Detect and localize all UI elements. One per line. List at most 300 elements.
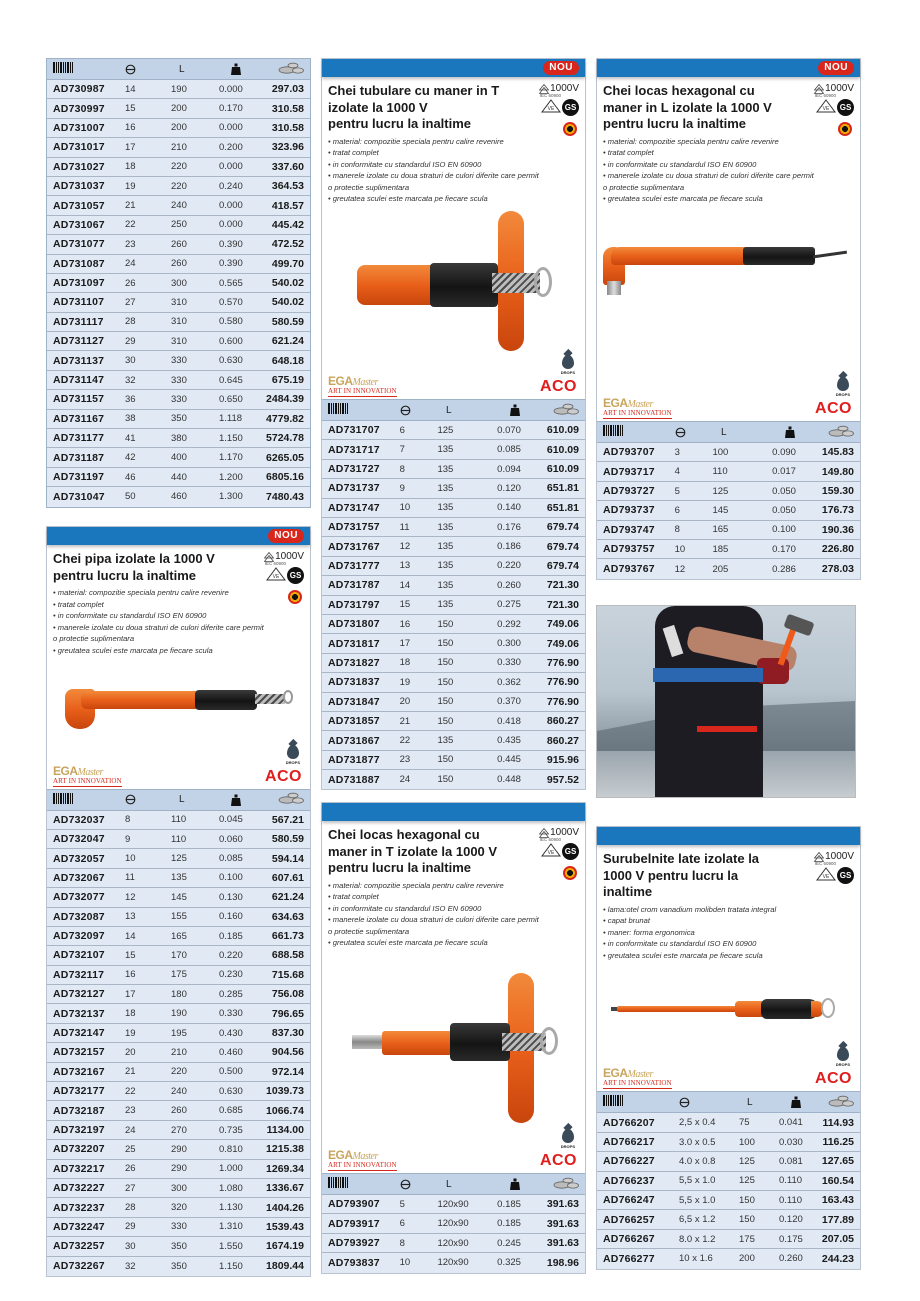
product-code: AD793767 xyxy=(603,563,655,576)
code-column-header xyxy=(597,425,671,439)
price-table-hex-l xyxy=(597,421,860,579)
table-row xyxy=(597,482,860,501)
product-code: AD732177 xyxy=(53,1085,105,1098)
weight-value: 0.100 xyxy=(219,872,243,884)
insulation-triangle-icon xyxy=(539,84,549,94)
size-value: 28 xyxy=(125,316,136,328)
product-code: AD731157 xyxy=(53,393,105,406)
length-value: 270 xyxy=(171,1124,187,1136)
table-row xyxy=(47,371,310,390)
table-row xyxy=(597,1230,860,1249)
length-value: 110 xyxy=(712,466,728,478)
aco-logo: ACO xyxy=(539,1152,577,1170)
size-value: 11 xyxy=(125,872,135,884)
product-code: AD732127 xyxy=(53,988,105,1001)
size-value: 5,5 x 1.0 xyxy=(679,1194,716,1206)
weight-value: 0.245 xyxy=(497,1237,521,1249)
product-card-hex-l xyxy=(596,58,861,580)
table-row xyxy=(322,557,585,576)
iec-standard-label: IEC 60900 xyxy=(264,561,286,566)
product-code: AD731117 xyxy=(53,315,104,328)
product-title xyxy=(53,551,243,584)
product-code: AD732167 xyxy=(53,1065,105,1078)
price-column-header xyxy=(261,62,310,77)
worker-photo xyxy=(596,605,856,798)
size-value: 30 xyxy=(125,355,136,367)
drops-label: DROPS xyxy=(560,1144,575,1150)
product-code: AD731087 xyxy=(53,257,105,270)
iec-standard-label: IEC 60900 xyxy=(814,93,836,98)
size-value: 30 xyxy=(125,1240,136,1252)
table-row xyxy=(322,712,585,731)
product-code: AD731777 xyxy=(328,559,380,572)
weight-value: 0.460 xyxy=(219,1046,243,1058)
length-value: 125 xyxy=(171,853,187,865)
table-row xyxy=(47,313,310,332)
table-row xyxy=(597,443,860,462)
size-value: 46 xyxy=(125,471,136,483)
weight-column-header xyxy=(213,63,261,75)
weight-value: 1.130 xyxy=(219,1202,243,1214)
length-value: 200 xyxy=(171,103,187,115)
table-row xyxy=(47,888,310,907)
coins-icon xyxy=(553,1177,579,1189)
price-value: 499.70 xyxy=(271,257,304,270)
ega-mark: EGA xyxy=(603,396,628,411)
code-column-header xyxy=(47,62,121,76)
ve-certification-icon xyxy=(816,867,836,881)
drops-label: DROPS xyxy=(835,1062,850,1068)
weight-value: 0.081 xyxy=(779,1155,803,1167)
weight-icon xyxy=(510,1178,520,1190)
weight-value: 0.100 xyxy=(772,524,796,536)
size-column-header xyxy=(121,794,165,805)
table-row xyxy=(47,235,310,254)
table-row xyxy=(597,1152,860,1171)
size-value: 9 xyxy=(399,482,405,494)
table-header xyxy=(47,59,310,80)
price-value: 610.09 xyxy=(546,443,579,456)
weight-value: 0.240 xyxy=(219,180,243,192)
weight-value: 0.090 xyxy=(772,446,796,458)
length-column-header: L xyxy=(446,1178,452,1190)
length-value: 220 xyxy=(171,1066,187,1078)
barcode-icon xyxy=(53,793,74,804)
price-value: 610.09 xyxy=(546,424,579,437)
hex-size-icon xyxy=(679,1097,690,1108)
size-value: 12 xyxy=(399,541,411,553)
product-code: AD732247 xyxy=(53,1220,105,1233)
price-value: 634.63 xyxy=(271,910,304,923)
price-column-header xyxy=(261,792,310,807)
table-row xyxy=(47,1063,310,1082)
insulation-triangle-icon xyxy=(264,552,274,562)
brand-row xyxy=(597,396,860,421)
feature-item: o protectie suplimentara xyxy=(328,182,410,192)
size-value: 22 xyxy=(125,219,136,231)
length-value: 380 xyxy=(171,432,187,444)
length-value: 330 xyxy=(171,393,187,405)
price-value: 715.68 xyxy=(271,968,304,981)
weight-value: 1.200 xyxy=(219,471,243,483)
gs-label: GS xyxy=(564,847,577,856)
price-value: 127.65 xyxy=(821,1155,854,1168)
egamaster-logo xyxy=(603,396,672,419)
table-row xyxy=(597,1249,860,1268)
size-value: 6,5 x 1.2 xyxy=(679,1214,716,1226)
price-value: 176.73 xyxy=(821,504,854,517)
table-row xyxy=(47,390,310,409)
table-row xyxy=(597,1133,860,1152)
table-row xyxy=(47,1024,310,1043)
table-row xyxy=(322,518,585,537)
length-value: 350 xyxy=(171,1260,187,1272)
length-value: 135 xyxy=(437,444,454,456)
price-value: 567.21 xyxy=(271,813,304,826)
weight-value: 0.292 xyxy=(497,618,521,630)
code-column-header xyxy=(597,1095,675,1109)
card-header-bar xyxy=(47,527,310,545)
length-value: 120x90 xyxy=(437,1198,469,1210)
weight-value: 0.030 xyxy=(779,1136,803,1148)
weight-value: 0.185 xyxy=(497,1198,521,1210)
table-row xyxy=(597,1191,860,1210)
product-code: AD732197 xyxy=(53,1124,105,1136)
size-value: 11 xyxy=(399,521,410,533)
table-row xyxy=(47,1140,310,1159)
length-value: 350 xyxy=(171,413,187,425)
drop-icon xyxy=(837,377,849,391)
chei-hex-t-tool-image xyxy=(352,973,582,1133)
price-value: 4779.82 xyxy=(266,412,304,425)
feature-item: • greutatea sculei este marcata pe fiecare scula xyxy=(603,194,763,204)
price-value: 688.58 xyxy=(271,949,304,962)
size-value: 24 xyxy=(125,1124,136,1136)
product-code: AD731797 xyxy=(328,598,380,611)
size-value: 16 xyxy=(125,122,136,134)
ega-mark: EGA xyxy=(53,763,78,778)
card-body xyxy=(322,821,585,953)
hex-size-icon xyxy=(125,64,136,75)
price-value: 651.81 xyxy=(546,482,579,495)
table-row xyxy=(47,429,310,448)
cert-logos xyxy=(541,843,579,860)
table-row xyxy=(47,1237,310,1256)
price-value: 675.19 xyxy=(271,374,304,387)
length-value: 310 xyxy=(171,296,187,308)
weight-value: 0.650 xyxy=(219,393,243,405)
length-value: 150 xyxy=(437,638,454,650)
feature-item: • lama:otel crom vanadium molibden tratata integral xyxy=(603,904,777,914)
product-code: AD730987 xyxy=(53,83,105,96)
price-table-surubelnite xyxy=(597,1091,860,1268)
ega-script: Master xyxy=(77,766,103,778)
length-value: 135 xyxy=(437,541,454,553)
length-value: 125 xyxy=(437,424,454,436)
product-code: AD732097 xyxy=(53,930,105,943)
drops-label: DROPS xyxy=(835,392,850,398)
price-value: 776.90 xyxy=(546,695,579,708)
size-value: 26 xyxy=(125,1163,136,1175)
feature-item: • maner: forma ergonomica xyxy=(603,927,695,937)
ega-tagline: ART IN INNOVATION xyxy=(603,409,672,418)
product-title xyxy=(603,83,793,133)
table-row xyxy=(322,576,585,595)
size-value: 19 xyxy=(399,676,411,688)
weight-value: 0.041 xyxy=(779,1117,803,1129)
table-row xyxy=(47,1101,310,1120)
size-value: 3 xyxy=(674,446,680,458)
length-value: 240 xyxy=(171,200,187,212)
table-row xyxy=(47,80,310,99)
size-column-header xyxy=(396,1179,432,1190)
title-line: Chei pipa izolate la 1000 V xyxy=(53,551,215,566)
price-value: 776.90 xyxy=(546,676,579,689)
aco-logo: ACO xyxy=(539,378,577,396)
price-value: 391.63 xyxy=(546,1198,579,1211)
table-header xyxy=(47,790,310,811)
aco-logo: ACO xyxy=(814,400,852,418)
length-value: 150 xyxy=(437,676,454,688)
weight-value: 0.570 xyxy=(219,296,243,308)
product-code: AD731787 xyxy=(328,579,380,592)
price-value: 163.43 xyxy=(821,1194,854,1207)
length-value: 185 xyxy=(712,543,729,555)
feature-item: • manerele izolate cu doua straturi de culori diferite care permit xyxy=(328,915,539,925)
length-value: 290 xyxy=(171,1143,187,1155)
product-code: AD732067 xyxy=(53,871,105,884)
table-row xyxy=(47,1160,310,1179)
weight-value: 0.260 xyxy=(779,1253,803,1265)
size-value: 42 xyxy=(125,452,136,464)
certification-block xyxy=(802,83,854,136)
product-code: AD731747 xyxy=(328,501,380,514)
weight-value: 0.185 xyxy=(219,930,243,942)
size-value: 18 xyxy=(125,161,136,173)
size-value: 21 xyxy=(399,715,411,727)
barcode-icon xyxy=(328,1177,349,1188)
weight-value: 0.430 xyxy=(219,1027,243,1039)
drops-logo xyxy=(836,377,850,397)
table-row xyxy=(47,869,310,888)
weight-value: 0.000 xyxy=(219,122,243,134)
feature-item: • in conformitate cu standardul ISO EN 60900 xyxy=(603,159,757,169)
table-row xyxy=(47,830,310,849)
price-value: 177.89 xyxy=(821,1213,854,1226)
product-code: AD766277 xyxy=(603,1252,655,1265)
price-value: 776.90 xyxy=(546,656,579,669)
table-row xyxy=(47,1043,310,1062)
weight-value: 0.630 xyxy=(219,355,243,367)
color-marker-icon xyxy=(838,122,852,136)
price-value: 957.52 xyxy=(546,773,579,786)
insulation-triangle-icon xyxy=(539,828,549,838)
product-code: AD732137 xyxy=(53,1007,105,1020)
price-value: 661.73 xyxy=(271,930,304,943)
table-row xyxy=(47,1257,310,1276)
drop-icon xyxy=(287,745,299,759)
size-value: 5 xyxy=(399,1198,405,1210)
size-value: 22 xyxy=(399,735,411,746)
cert-logos xyxy=(266,567,304,584)
price-value: 837.30 xyxy=(271,1027,304,1040)
weight-value: 0.140 xyxy=(497,502,521,514)
weight-value: 0.220 xyxy=(219,949,243,961)
feature-item: o protectie suplimentara xyxy=(53,634,135,644)
size-value: 20 xyxy=(125,1046,136,1058)
table-row xyxy=(47,351,310,370)
gs-label: GS xyxy=(839,103,852,112)
egamaster-logo xyxy=(328,374,397,397)
size-value: 20 xyxy=(399,696,411,708)
length-value: 165 xyxy=(171,930,187,942)
product-code: AD731707 xyxy=(328,424,380,437)
size-value: 6 xyxy=(399,1218,405,1230)
size-column-header xyxy=(121,64,165,75)
price-value: 679.74 xyxy=(546,559,579,572)
table-row xyxy=(47,468,310,487)
table-row xyxy=(47,1218,310,1237)
length-value: 135 xyxy=(437,560,454,572)
weight-value: 0.050 xyxy=(772,504,796,516)
feature-item: • greutatea sculei este marcata pe fiecare scula xyxy=(603,950,763,960)
size-value: 13 xyxy=(399,560,411,572)
price-value: 648.18 xyxy=(271,354,304,367)
title-line: maner in T izolate la 1000 V xyxy=(328,843,498,859)
gs-label: GS xyxy=(564,103,577,112)
feature-item: o protectie suplimentara xyxy=(603,182,685,192)
length-column-header: L xyxy=(721,426,727,438)
table-row xyxy=(47,1179,310,1198)
table-row xyxy=(47,487,310,506)
iec-standard-label: IEC 60900 xyxy=(539,837,561,842)
length-value: 135 xyxy=(437,735,454,746)
size-value: 32 xyxy=(125,1260,136,1272)
size-column-header xyxy=(671,427,707,438)
weight-value: 0.085 xyxy=(497,444,521,456)
price-value: 607.61 xyxy=(271,871,304,884)
title-line: Chei locas hexagonal cu xyxy=(603,83,755,98)
weight-value: 1.150 xyxy=(219,1260,243,1272)
price-value: 651.81 xyxy=(546,501,579,514)
price-value: 721.30 xyxy=(546,579,579,592)
product-code: AD731717 xyxy=(328,443,380,456)
price-value: 721.30 xyxy=(546,598,579,611)
ega-tagline: ART IN INNOVATION xyxy=(603,1079,672,1088)
price-value: 207.05 xyxy=(821,1233,854,1245)
weight-value: 0.185 xyxy=(497,1218,521,1230)
price-value: 116.25 xyxy=(822,1136,854,1149)
ve-certification-icon xyxy=(816,99,836,113)
product-image-area xyxy=(322,209,585,399)
product-image-area xyxy=(47,661,310,789)
feature-item: • manerele izolate cu doua straturi de culori diferite care permit xyxy=(603,171,814,181)
table-row xyxy=(322,751,585,770)
voltage-label: 1000V xyxy=(550,827,579,838)
product-title xyxy=(603,851,793,901)
price-table-top-left xyxy=(46,58,311,508)
drops-logo xyxy=(836,1047,850,1067)
product-code: AD731047 xyxy=(53,490,105,503)
ega-mark: EGA xyxy=(328,374,353,389)
weight-value: 0.130 xyxy=(219,891,243,903)
brand-row xyxy=(597,1066,860,1091)
length-column-header: L xyxy=(179,63,185,75)
weight-value: 0.060 xyxy=(219,833,243,845)
size-value: 6 xyxy=(399,424,405,436)
table-row xyxy=(597,521,860,540)
length-value: 120x90 xyxy=(437,1237,469,1249)
weight-value: 0.170 xyxy=(219,103,243,115)
gs-label: GS xyxy=(289,571,302,580)
product-code: AD793757 xyxy=(603,543,655,556)
weight-value: 0.000 xyxy=(219,83,243,95)
product-code: AD732117 xyxy=(53,968,105,981)
size-value: 50 xyxy=(125,491,136,503)
weight-value: 0.500 xyxy=(219,1066,243,1078)
product-code: AD766217 xyxy=(603,1136,655,1149)
size-value: 24 xyxy=(125,258,136,270)
product-code: AD731167 xyxy=(53,412,105,425)
length-value: 145 xyxy=(171,891,187,903)
coins-icon xyxy=(553,403,579,415)
coins-icon xyxy=(278,792,304,804)
product-code: AD731867 xyxy=(328,734,380,747)
certification-block xyxy=(527,83,579,136)
price-value: 1539.43 xyxy=(266,1220,304,1233)
product-code: AD731817 xyxy=(328,637,380,650)
size-value: 15 xyxy=(125,949,136,961)
weight-value: 0.094 xyxy=(497,463,521,475)
length-value: 220 xyxy=(171,161,187,173)
length-value: 175 xyxy=(739,1233,755,1245)
length-value: 135 xyxy=(437,521,454,533)
product-code: AD731067 xyxy=(53,218,105,231)
table-row xyxy=(47,927,310,946)
size-value: 27 xyxy=(125,296,136,308)
product-code: AD732157 xyxy=(53,1046,105,1059)
product-code: AD793927 xyxy=(328,1237,380,1250)
svg-text:VE: VE xyxy=(547,850,555,856)
price-value: 364.53 xyxy=(271,180,304,193)
weight-value: 0.110 xyxy=(779,1194,803,1206)
length-value: 440 xyxy=(171,471,187,483)
product-code: AD766237 xyxy=(603,1174,655,1187)
weight-value: 1.550 xyxy=(219,1240,243,1252)
product-image-area xyxy=(322,953,585,1173)
weight-value: 0.000 xyxy=(219,161,243,173)
size-value: 10 xyxy=(399,1257,411,1269)
price-value: 621.24 xyxy=(271,335,304,348)
cert-logos xyxy=(816,99,854,116)
table-row xyxy=(597,501,860,520)
barcode-icon xyxy=(328,403,349,414)
title-line: pentru lucru la inaltime xyxy=(328,116,472,131)
weight-value: 0.160 xyxy=(219,911,243,923)
length-value: 250 xyxy=(171,219,187,231)
product-card-chei-tubulare xyxy=(321,58,586,790)
weight-value: 0.300 xyxy=(497,638,521,650)
surubelnita-tool-image xyxy=(611,995,851,1025)
length-value: 150 xyxy=(437,618,454,630)
price-value: 756.08 xyxy=(271,988,304,1001)
product-code: AD766247 xyxy=(603,1194,655,1207)
length-value: 330 xyxy=(171,374,187,386)
feature-item: • tratat complet xyxy=(53,599,104,609)
ega-tagline: ART IN INNOVATION xyxy=(53,776,122,785)
price-value: 594.14 xyxy=(271,852,304,865)
length-value: 135 xyxy=(437,482,454,494)
